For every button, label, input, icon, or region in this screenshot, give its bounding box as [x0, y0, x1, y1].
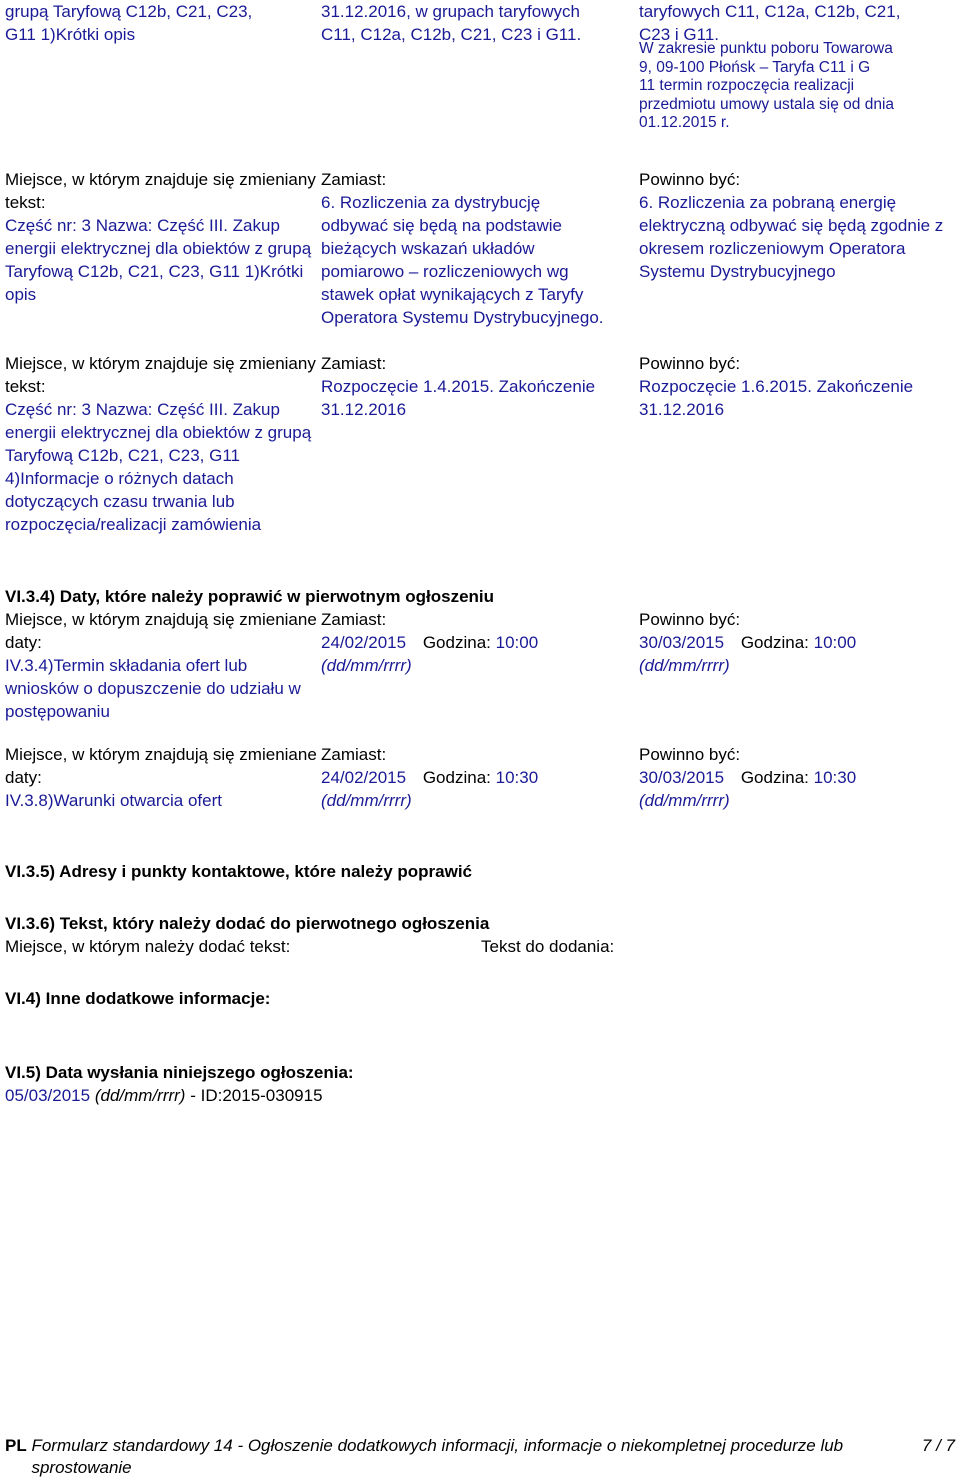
dates-row-2-powinno	[639, 743, 957, 812]
dates-row-2-place	[5, 743, 317, 812]
top-col3-line: taryfowych C11, C12a, C12b, C21,	[639, 2, 901, 21]
powinno-date: 30/03/2015	[639, 768, 725, 787]
sent-date-format: (dd/mm/rrrr)	[94, 1086, 186, 1105]
powinno-value: 6. Rozliczenia za pobraną energię elektryczną odbywać się będą zgodnie z okresem rozliczeniowym Operatora Systemu Dystrybucyjnego	[639, 193, 944, 281]
block1-zamiast	[321, 168, 611, 329]
godzina-label: Godzina:	[740, 768, 809, 787]
place-label: Miejsce, w którym znajdują się zmieniane daty:	[5, 610, 317, 652]
date-format: (dd/mm/rrrr)	[639, 791, 730, 810]
powinno-time: 10:30	[813, 768, 857, 787]
dates-row-2-zamiast	[321, 743, 636, 812]
place-label: Miejsce, w którym znajduje się zmieniany tekst:	[5, 170, 316, 212]
dates-row-1-place	[5, 608, 317, 723]
place-value: Część nr: 3 Nazwa: Część III. Zakup energii elektrycznej dla obiektów z grupą Taryfową C12b, C21, C23, G11 1)Krótki opis	[5, 216, 312, 304]
top-col2-line: 31.12.2016, w grupach taryfowych	[321, 2, 580, 21]
heading-vi35: VI.3.5) Adresy i punkty kontaktowe, które należy poprawić	[5, 862, 473, 881]
top-col2-line: C11, C12a, C12b, C21, C23 i G11.	[321, 25, 582, 44]
heading-vi4: VI.4) Inne dodatkowe informacje:	[5, 989, 271, 1008]
zamiast-time: 10:30	[495, 768, 539, 787]
zamiast-label: Zamiast:	[321, 354, 387, 373]
place-value: Część nr: 3 Nazwa: Część III. Zakup energii elektrycznej dla obiektów z grupą Taryfową C12b, C21, C23, G11 4)Informacje o różnych datach dotyczących czasu trwania lub rozpoczęcia/realizacji zamówienia	[5, 400, 312, 534]
zamiast-label: Zamiast:	[321, 745, 387, 764]
page-footer	[5, 1435, 955, 1479]
zamiast-label: Zamiast:	[321, 170, 387, 189]
heading-vi36: VI.3.6) Tekst, który należy dodać do pierwotnego ogłoszenia	[5, 914, 490, 933]
top-col1-line: G11 1)Krótki opis	[5, 25, 136, 44]
godzina-label: Godzina:	[740, 633, 809, 652]
zamiast-value: 6. Rozliczenia za dystrybucję odbywać się będą na podstawie bieżących wskazań układów pomiarowo – rozliczeniowych wg stawek opłat wynikających z Taryfy Operatora Systemu Dystrybucyjnego.	[321, 193, 604, 327]
note-line: przedmiotu umowy ustala się od dnia	[639, 95, 895, 113]
notice-id: - ID:2015-030915	[190, 1086, 323, 1105]
top-col3-line: C23 i G11.	[639, 25, 720, 44]
dates-row-1-powinno	[639, 608, 957, 677]
godzina-label: Godzina:	[422, 633, 491, 652]
top-col1-line: grupą Taryfową C12b, C21, C23,	[5, 2, 253, 21]
heading-vi34: VI.3.4) Daty, które należy poprawić w pierwotnym ogłoszeniu	[5, 587, 495, 606]
top-col3-note	[639, 40, 957, 133]
top-col1	[5, 0, 317, 46]
add-text-label: Tekst do dodania:	[481, 937, 615, 956]
powinno-label: Powinno być:	[639, 354, 741, 373]
country-code: PL	[5, 1436, 27, 1455]
powinno-label: Powinno być:	[639, 745, 741, 764]
powinno-date: 30/03/2015	[639, 633, 725, 652]
zamiast-date: 24/02/2015	[321, 633, 407, 652]
godzina-label: Godzina:	[422, 768, 491, 787]
powinno-label: Powinno być:	[639, 610, 741, 629]
block2-powinno	[639, 352, 957, 421]
zamiast-value: Rozpoczęcie 1.4.2015. Zakończenie 31.12.2016	[321, 377, 596, 419]
block1-place	[5, 168, 317, 306]
zamiast-date: 24/02/2015	[321, 768, 407, 787]
add-place-label: Miejsce, w którym należy dodać tekst:	[5, 937, 291, 956]
top-col3	[639, 0, 957, 133]
powinno-label: Powinno być:	[639, 170, 741, 189]
note-line: W zakresie punktu poboru Towarowa	[639, 40, 893, 57]
heading-vi5: VI.5) Data wysłania niniejszego ogłoszenia:	[5, 1063, 354, 1082]
sent-date: 05/03/2015	[5, 1086, 91, 1105]
place-value: IV.3.4)Termin składania ofert lub wniosków o dopuszczenie do udziału w postępowaniu	[5, 656, 301, 721]
zamiast-time: 10:00	[495, 633, 539, 652]
place-value: IV.3.8)Warunki otwarcia ofert	[5, 791, 222, 810]
place-label: Miejsce, w którym znajduje się zmieniany tekst:	[5, 354, 316, 396]
note-line: 9, 09-100 Płońsk – Taryfa C11 i G	[639, 58, 871, 76]
note-line: 11 termin rozpoczęcia realizacji	[639, 77, 855, 94]
note-line: 01.12.2015 r.	[639, 114, 730, 131]
powinno-time: 10:00	[813, 633, 857, 652]
dates-row-1-zamiast	[321, 608, 636, 677]
form-title: Formularz standardowy 14 - Ogłoszenie dodatkowych informacji, informacje o niekompletnej procedurze lub sprostowanie	[31, 1436, 844, 1477]
date-format: (dd/mm/rrrr)	[321, 656, 412, 675]
block2-place	[5, 352, 317, 536]
page-number: 7 / 7	[921, 1436, 955, 1455]
zamiast-label: Zamiast:	[321, 610, 387, 629]
date-format: (dd/mm/rrrr)	[321, 791, 412, 810]
powinno-value: Rozpoczęcie 1.6.2015. Zakończenie 31.12.2016	[639, 377, 914, 419]
sent-date-line	[5, 1084, 955, 1107]
block1-powinno	[639, 168, 957, 283]
place-label: Miejsce, w którym znajdują się zmieniane daty:	[5, 745, 317, 787]
date-format: (dd/mm/rrrr)	[639, 656, 730, 675]
block2-zamiast	[321, 352, 636, 421]
top-col2	[321, 0, 636, 46]
